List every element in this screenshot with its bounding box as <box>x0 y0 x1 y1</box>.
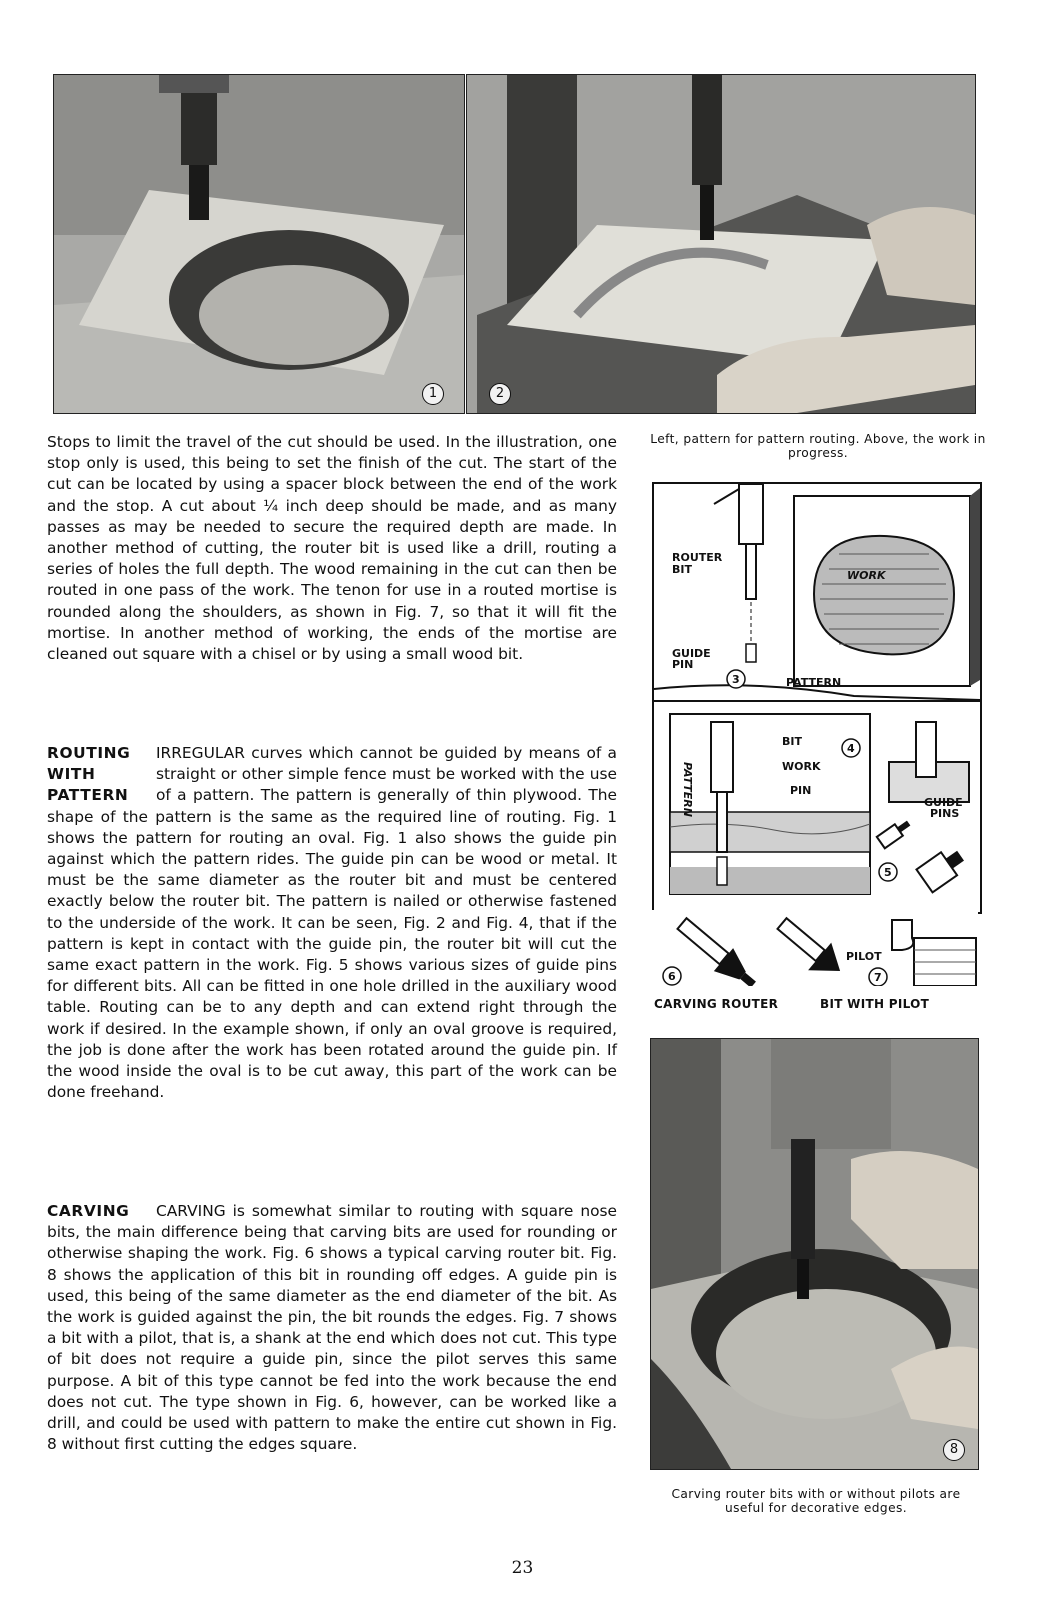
page-number: 23 <box>511 1558 534 1578</box>
label-pattern-vertical: PATTERN <box>681 762 694 817</box>
label-work: WORK <box>782 760 821 773</box>
section-routing-with-pattern <box>47 743 617 1103</box>
photo-fig1 <box>53 74 465 414</box>
heading-line: ROUTING <box>47 744 131 762</box>
figure-number-4: 4 <box>847 742 855 755</box>
diagram-fig4-fig5 <box>652 700 982 914</box>
diagram-fig3 <box>652 482 982 704</box>
label-bit: BIT <box>782 735 802 748</box>
figure-number-2: 2 <box>489 383 511 405</box>
label-carving-router: CARVING ROUTER <box>654 997 779 1011</box>
figure-number-8: 8 <box>943 1439 965 1461</box>
caption-pattern-routing: Left, pattern for pattern routing. Above, the work in progress. <box>650 432 986 460</box>
diagram-fig6-fig7 <box>652 910 978 986</box>
figure-number-1: 1 <box>422 383 444 405</box>
label-pins: PINS <box>930 807 960 820</box>
label-bit: BIT <box>672 563 692 576</box>
heading-line: PATTERN <box>47 786 129 805</box>
figure-number-3: 3 <box>732 673 740 686</box>
intro-paragraph: Stops to limit the travel of the cut should be used. In the illustration, one stop only is used, this being to set the finish of the cut. The start of the cut can be located by using a spacer block between the end of the work and the stop. A cut about ¼ inch deep should be made, and as many passes as may be needed to secure the required depth are made. In another method of cutting, the router bit is used like a drill, routing a series of holes the full depth. The wood remaining in the cut can then be routed in one pass of the work. The tenon for use in a routed mortise is rounded along the shoulders, as shown in Fig. 7, so that it will fit the mortise. In another method of working, the ends of the mortise are cleaned out square with a chisel or by using a small wood bit. <box>47 433 617 664</box>
label-pin: PIN <box>790 784 812 797</box>
label-work: WORK <box>847 569 886 582</box>
figure-number-7: 7 <box>874 971 882 984</box>
section-heading-routing <box>47 743 152 807</box>
photo-fig2 <box>466 74 976 414</box>
caption-carving-bits: Carving router bits with or without pilots are useful for decorative edges. <box>671 1487 961 1515</box>
label-guide: GUIDE <box>924 796 963 809</box>
routing-paragraph: IRREGULAR curves which cannot be guided by means of a straight or other simple fence must be worked with the use of a pattern. The pattern is generally of thin plywood. The shape of the pattern is the same as the required line of routing. Fig. 1 shows the pattern for routing an oval. Fig. 1 also shows the guide pin against which the pattern rides. The guide pin can be wood or metal. It must be the same diameter as the router bit and must be centered exactly below the router bit. The pattern is nailed or otherwise fastened to the underside of the work. It can be seen, Fig. 2 and Fig. 4, that if the pattern is kept in contact with the guide pin, the router bit will cut the same exact pattern in the work. Fig. 5 shows various sizes of guide pins for different bits. All can be fitted in one hole drilled in the auxiliary wood table. Routing can be to any depth and can extend right through the work if desired. In the example shown, if only an oval groove is required, the job is done after the work has been rotated around the guide pin. If the wood inside the oval is to be cut away, this part of the work can be done freehand. <box>47 744 617 1102</box>
label-pilot: PILOT <box>846 950 882 963</box>
section-heading-carving: CARVING <box>47 1202 130 1220</box>
label-bit-with-pilot: BIT WITH PILOT <box>820 997 930 1011</box>
label-pin: PIN <box>672 658 694 671</box>
figure-number-5: 5 <box>884 866 892 879</box>
carving-paragraph: CARVING is somewhat similar to routing with square nose bits, the main difference being that carving bits are used for rounding or otherwise shaping the work. Fig. 6 shows a typical carving router bit. Fig. 8 shows the application of this bit in rounding off edges. A guide pin is used, this being of the same diameter as the end diameter of the bit. As the work is guided against the pin, the bit rounds the edges. Fig. 7 shows a bit with a pilot, that is, a shank at the end which does not cut. This type of bit does not require a guide pin, since the pilot serves this same purpose. A bit of this type cannot be fed into the work because the end does not cut. The type shown in Fig. 6, however, can be worked like a drill, and could be used with pattern to make the entire cut shown in Fig. 8 without first cutting the edges square. <box>47 1202 617 1454</box>
label-router: ROUTER <box>672 551 723 564</box>
photo-fig8 <box>650 1038 979 1470</box>
section-carving <box>47 1201 617 1455</box>
figure-number-6: 6 <box>668 970 676 983</box>
heading-line: WITH <box>47 765 96 784</box>
label-guide: GUIDE <box>672 647 711 660</box>
label-pattern: PATTERN <box>786 676 842 689</box>
